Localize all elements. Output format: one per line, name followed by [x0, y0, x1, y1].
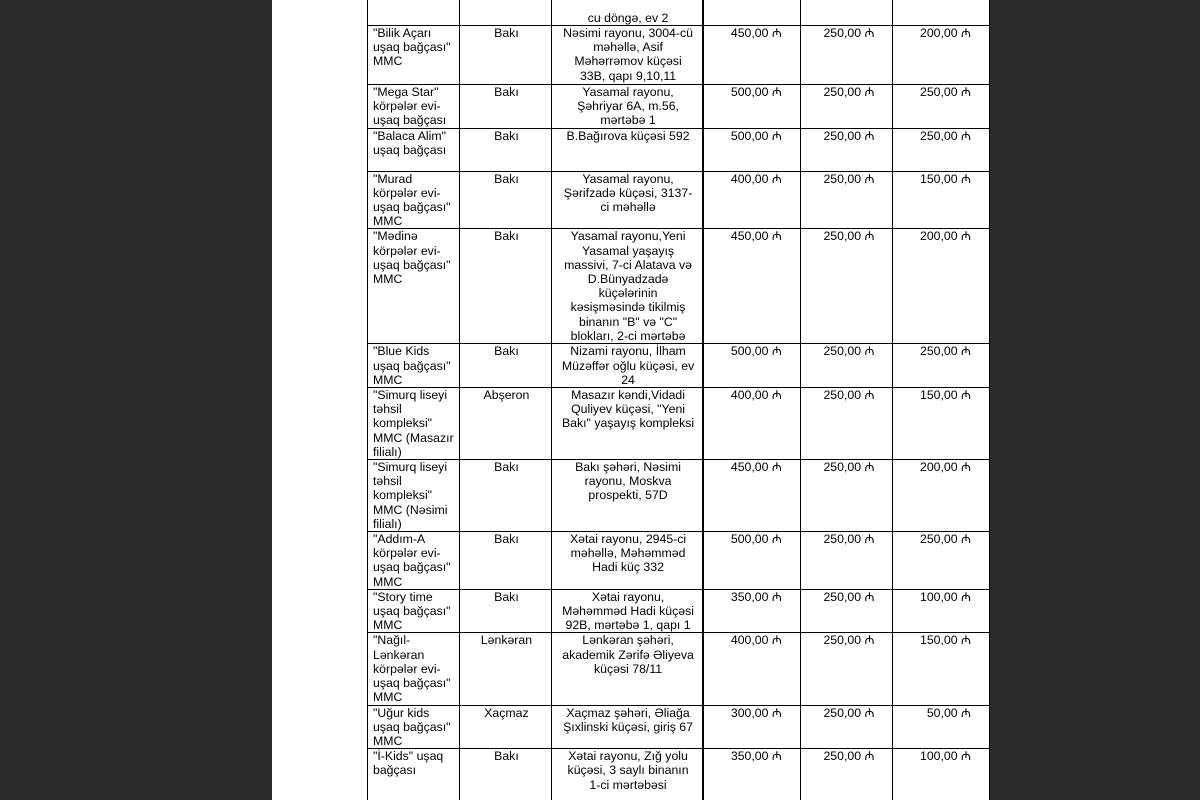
cell-address: Xətai rayonu, 2945-ci məhəllə, Məhəmməd Hadi küç 332: [552, 532, 703, 590]
cell-name: "Bilik Açarı uşaq bağçası" MMC: [368, 26, 460, 85]
cell-name: "Nağıl- Lənkəran körpələr evi- uşaq bağçası" MMC: [368, 633, 460, 705]
cell-address: Nəsimi rayonu, 3004-cü məhəllə, Asif Məhərrəmov küçəsi 33B, qapı 9,10,11: [552, 26, 703, 85]
cell-price-parent: 100,00 ₼: [893, 589, 990, 633]
cell-address: Lənkəran şəhəri, akademik Zərifə Əliyeva küçəsi 78/11: [552, 633, 703, 705]
cell-name: "Simurq liseyi təhsil kompleksi" MMC (Nəsimi filialı): [368, 460, 460, 532]
cell-price-total: 450,00 ₼: [703, 26, 801, 85]
cell-price-state: 250,00 ₼: [800, 344, 893, 388]
cell-price-state: 250,00 ₼: [800, 532, 893, 590]
cell-city: Bakı: [459, 128, 552, 171]
cell-city: Bakı: [459, 85, 552, 129]
document-page: [272, 0, 990, 800]
cell-price-total: 450,00 ₼: [703, 460, 801, 532]
cell-price-state: 250,00 ₼: [800, 589, 893, 633]
cell-price-total: 400,00 ₼: [703, 171, 801, 229]
cell-price-state: 250,00 ₼: [800, 749, 893, 800]
cell-price-parent: [893, 0, 990, 26]
cell-city: Bakı: [459, 532, 552, 590]
cell-name: "Story time uşaq bağçası" MMC: [368, 589, 460, 633]
cell-price-parent: 150,00 ₼: [893, 633, 990, 705]
table-row: [368, 705, 990, 749]
cell-name: "Simurq liseyi təhsil kompleksi" MMC (Masazır filialı): [368, 388, 460, 460]
cell-price-state: 250,00 ₼: [800, 388, 893, 460]
cell-name: "Addım-A körpələr evi- uşaq bağçası" MMC: [368, 532, 460, 590]
cell-price-state: 250,00 ₼: [800, 85, 893, 129]
cell-city: Bakı: [459, 229, 552, 344]
table-row: [368, 749, 990, 800]
cell-city: Bakı: [459, 344, 552, 388]
cell-address: Masazır kəndi,Vidadi Quliyev küçəsi, "Yeni Bakı" yaşayış kompleksi: [552, 388, 703, 460]
cell-city: Lənkəran: [459, 633, 552, 705]
cell-city: [459, 0, 552, 26]
cell-price-parent: 250,00 ₼: [893, 532, 990, 590]
cell-address: Yasamal rayonu, Şərifzadə küçəsi, 3137- ci məhəllə: [552, 171, 703, 229]
cell-price-total: 350,00 ₼: [703, 589, 801, 633]
cell-address: Xətai rayonu, Zığ yolu küçəsi, 3 saylı binanın 1-ci mərtəbəsi: [552, 749, 703, 800]
cell-price-parent: 250,00 ₼: [893, 85, 990, 129]
table-row: [368, 26, 990, 85]
cell-name: [368, 0, 460, 26]
table-row: [368, 460, 990, 532]
table-row: [368, 128, 990, 171]
cell-price-parent: 50,00 ₼: [893, 705, 990, 749]
cell-price-total: 400,00 ₼: [703, 388, 801, 460]
table-row: [368, 388, 990, 460]
cell-price-parent: 100,00 ₼: [893, 749, 990, 800]
cell-name: "Mədinə körpələr evi- uşaq bağçası" MMC: [368, 229, 460, 344]
cell-address: Yasamal rayonu,Yeni Yasamal yaşayış massivi, 7-ci Alatava və D.Bünyadzadə küçələrinin kəsişməsində tikilmiş binanın "B" və "C" blokları, 2-ci mərtəbə: [552, 229, 703, 344]
cell-name: "Blue Kids uşaq bağçası" MMC: [368, 344, 460, 388]
cell-price-state: 250,00 ₼: [800, 128, 893, 171]
cell-city: Bakı: [459, 171, 552, 229]
cell-address: Xətai rayonu, Məhəmməd Hadi küçəsi 92B, mərtəbə 1, qapı 1: [552, 589, 703, 633]
cell-price-parent: 250,00 ₼: [893, 128, 990, 171]
cell-address: Yasamal rayonu, Şəhriyar 6A, m.56, mərtəbə 1: [552, 85, 703, 129]
kindergarten-price-table: [367, 0, 990, 800]
table-row: [368, 633, 990, 705]
table-row: [368, 589, 990, 633]
cell-price-parent: 200,00 ₼: [893, 26, 990, 85]
cell-price-parent: 150,00 ₼: [893, 388, 990, 460]
table-row: [368, 532, 990, 590]
cell-price-state: 250,00 ₼: [800, 633, 893, 705]
cell-price-total: 500,00 ₼: [703, 532, 801, 590]
cell-price-parent: 150,00 ₼: [893, 171, 990, 229]
table-row: [368, 229, 990, 344]
cell-price-total: 400,00 ₼: [703, 633, 801, 705]
cell-city: Bakı: [459, 26, 552, 85]
cell-price-state: 250,00 ₼: [800, 229, 893, 344]
cell-city: Bakı: [459, 460, 552, 532]
cell-city: Abşeron: [459, 388, 552, 460]
cell-price-parent: 200,00 ₼: [893, 229, 990, 344]
table-row: [368, 171, 990, 229]
cell-address: cu döngə, ev 2: [552, 0, 703, 26]
cell-price-state: 250,00 ₼: [800, 26, 893, 85]
cell-price-total: 500,00 ₼: [703, 344, 801, 388]
cell-address: B.Bağırova küçəsi 592: [552, 128, 703, 171]
cell-price-state: 250,00 ₼: [800, 171, 893, 229]
cell-price-state: [800, 0, 893, 26]
cell-price-total: 350,00 ₼: [703, 749, 801, 800]
cell-name: "Uğur kids uşaq bağçası" MMC: [368, 705, 460, 749]
cell-city: Xaçmaz: [459, 705, 552, 749]
cell-price-parent: 250,00 ₼: [893, 344, 990, 388]
cell-price-total: 300,00 ₼: [703, 705, 801, 749]
cell-city: Bakı: [459, 749, 552, 800]
cell-name: "Balaca Alim" uşaq bağçası: [368, 128, 460, 171]
table-row: [368, 85, 990, 129]
cell-price-total: 450,00 ₼: [703, 229, 801, 344]
cell-price-total: [703, 0, 801, 26]
cell-price-state: 250,00 ₼: [800, 460, 893, 532]
cell-price-state: 250,00 ₼: [800, 705, 893, 749]
cell-price-parent: 200,00 ₼: [893, 460, 990, 532]
cell-address: Bakı şəhəri, Nəsimi rayonu, Moskva prospekti, 57D: [552, 460, 703, 532]
cell-price-total: 500,00 ₼: [703, 85, 801, 129]
table-row-fragment: [368, 0, 990, 26]
cell-name: "Murad körpələr evi- uşaq bağçası" MMC: [368, 171, 460, 229]
table-row: [368, 344, 990, 388]
cell-city: Bakı: [459, 589, 552, 633]
cell-address: Xaçmaz şəhəri, Əliağa Şıxlinski küçəsi, giriş 67: [552, 705, 703, 749]
cell-price-total: 500,00 ₼: [703, 128, 801, 171]
cell-name: "Mega Star" körpələr evi- uşaq bağçası: [368, 85, 460, 129]
cell-name: "İ-Kids" uşaq bağçası: [368, 749, 460, 800]
cell-address: Nizami rayonu, İlham Müzəffər oğlu küçəsi, ev 24: [552, 344, 703, 388]
